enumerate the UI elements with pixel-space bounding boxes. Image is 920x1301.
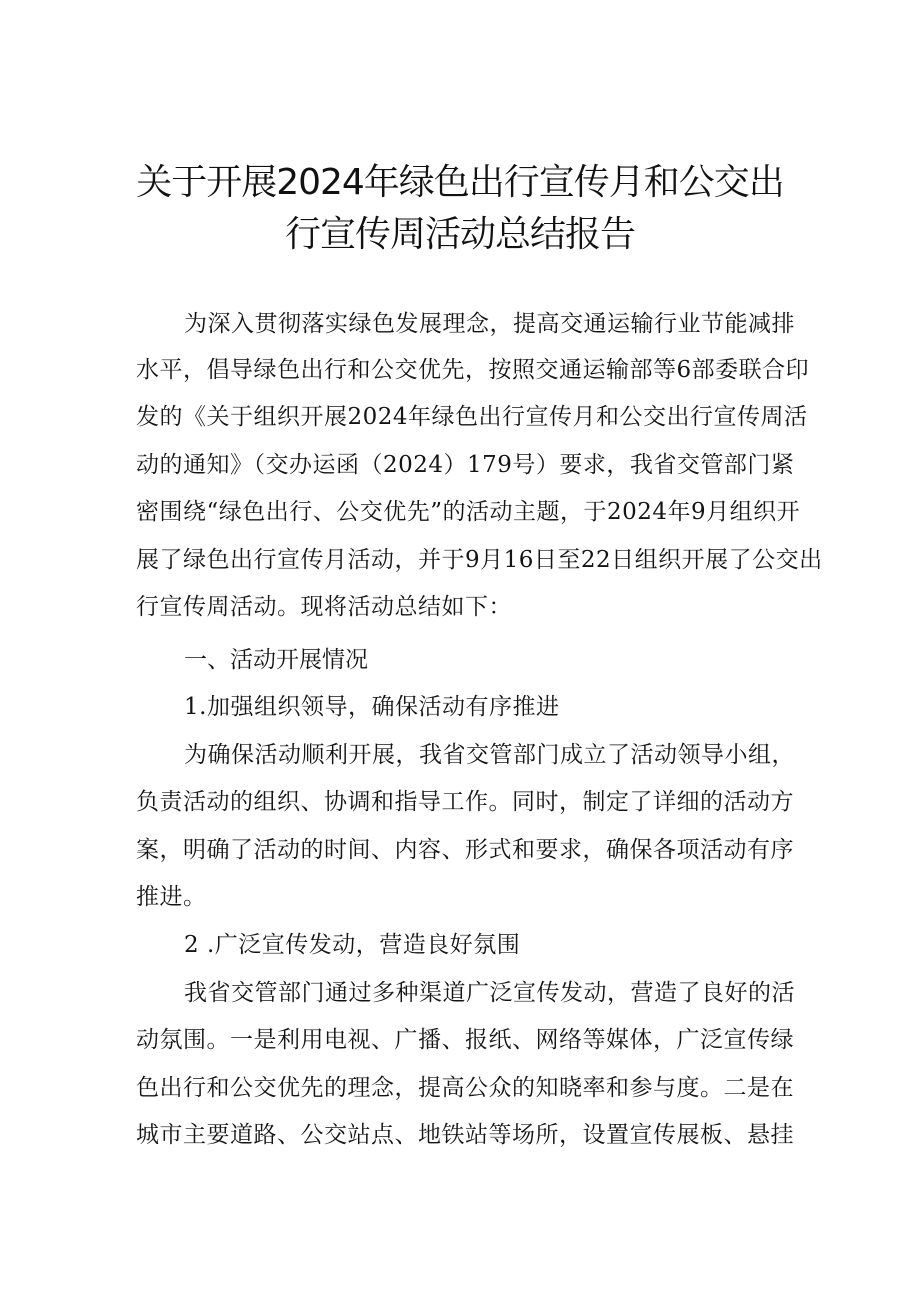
document-title-line-1: 关于开展2024年绿色出行宣传月和公交出	[136, 162, 784, 203]
paragraph-line: 我省交管部门通过多种渠道广泛宣传发动，营造了良好的活	[184, 980, 795, 1006]
paragraph-line: 动氛围。一是利用电视、广播、报纸、网络等媒体，广泛宣传绿	[136, 1027, 794, 1053]
intro-line: 发的《关于组织开展2024年绿色出行宣传月和公交出行宣传周活	[136, 404, 808, 430]
paragraph-line: 案，明确了活动的时间、内容、形式和要求，确保各项活动有序	[136, 837, 794, 863]
subsection-heading-1: 1.加强组织领导，确保活动有序推进	[184, 694, 560, 720]
intro-line: 为深入贯彻落实绿色发展理念，提高交通运输行业节能减排	[184, 311, 795, 337]
paragraph-line: 推进。	[136, 884, 207, 910]
document-title-line-2: 行宣传周活动总结报告	[284, 214, 635, 255]
paragraph-line: 城市主要道路、公交站点、地铁站等场所，设置宣传展板、悬挂	[136, 1122, 794, 1148]
intro-line: 展了绿色出行宣传月活动，并于9月16日至22日组织开展了公交出	[136, 547, 823, 573]
subsection-heading-2: 2 .广泛宣传发动，营造良好氛围	[184, 932, 521, 958]
intro-line: 行宣传周活动。现将活动总结如下：	[136, 594, 512, 620]
intro-line: 密围绕“绿色出行、公交优先”的活动主题，于2024年9月组织开	[136, 499, 801, 525]
paragraph-line: 负责活动的组织、协调和指导工作。同时，制定了详细的活动方	[136, 789, 794, 815]
paragraph-line: 为确保活动顺利开展，我省交管部门成立了活动领导小组，	[184, 742, 795, 768]
section-heading: 一、活动开展情况	[184, 647, 368, 673]
intro-line: 动的通知》（交办运函（2024）179号）要求，我省交管部门紧	[136, 452, 795, 478]
paragraph-line: 色出行和公交优先的理念，提高公众的知晓率和参与度。二是在	[136, 1075, 794, 1101]
intro-line: 水平，倡导绿色出行和公交优先，按照交通运输部等6部委联合印	[136, 357, 810, 383]
